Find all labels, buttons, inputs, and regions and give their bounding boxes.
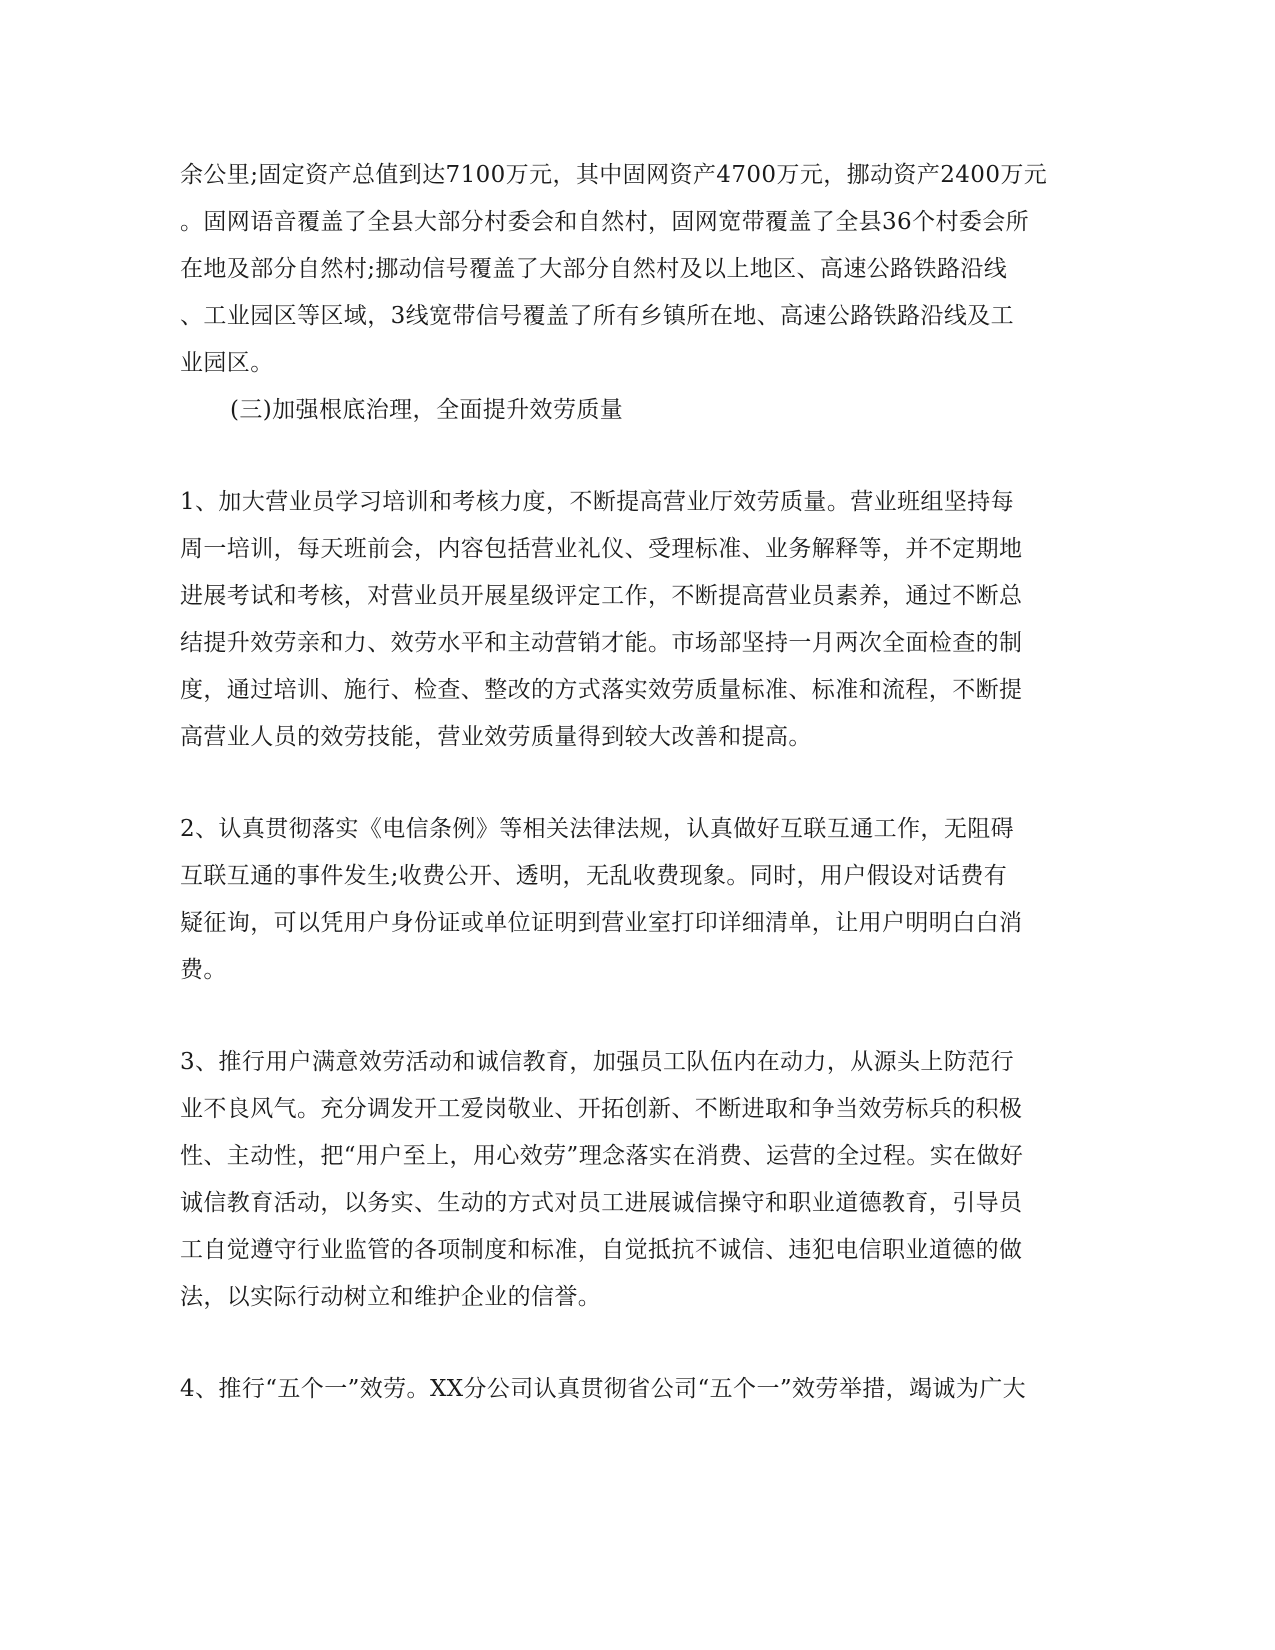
text-line: 3、推行用户满意效劳活动和诚信教育，加强员工队伍内在动力，从源头上防范行 — [180, 1049, 1015, 1075]
text-line: 性、主动性，把“用户至上，用心效劳”理念落实在消费、运营的全过程。实在做好 — [180, 1143, 1024, 1169]
text-line: 进展考试和考核，对营业员开展星级评定工作，不断提高营业员素养，通过不断总 — [180, 583, 1023, 609]
text-line: 业园区。 — [180, 350, 274, 376]
text-line: 余公里;固定资产总值到达7100万元，其中固网资产4700万元，挪动资产2400万元 — [180, 162, 1048, 188]
text-line: 4、推行“五个一”效劳。XX分公司认真贯彻省公司“五个一”效劳举措，竭诚为广大 — [180, 1376, 1027, 1402]
text-line: 在地及部分自然村;挪动信号覆盖了大部分自然村及以上地区、高速公路铁路沿线 — [180, 256, 1008, 282]
text-line: 高营业人员的效劳技能，营业效劳质量得到较大改善和提高。 — [180, 724, 812, 750]
text-line: 业不良风气。充分调发开工爱岗敬业、开拓创新、不断进取和争当效劳标兵的积极 — [180, 1096, 1023, 1122]
text-line: 2、认真贯彻落实《电信条例》等相关法律法规，认真做好互联互通工作，无阻碍 — [180, 816, 1015, 842]
text-line: 周一培训，每天班前会，内容包括营业礼仪、受理标准、业务解释等，并不定期地 — [180, 536, 1023, 562]
text-line: 。固网语音覆盖了全县大部分村委会和自然村，固网宽带覆盖了全县36个村委会所 — [180, 209, 1030, 235]
text-line: 工自觉遵守行业监管的各项制度和标准，自觉抵抗不诚信、违犯电信职业道德的做 — [180, 1237, 1023, 1263]
text-line: 互联互通的事件发生;收费公开、透明，无乱收费现象。同时，用户假设对话费有 — [180, 863, 1008, 889]
section-heading: (三)加强根底治理，全面提升效劳质量 — [230, 397, 624, 423]
text-line: 1、加大营业员学习培训和考核力度，不断提高营业厅效劳质量。营业班组坚持每 — [180, 489, 1015, 515]
text-line: 诚信教育活动，以务实、生动的方式对员工进展诚信操守和职业道德教育，引导员 — [180, 1190, 1023, 1216]
text-line: 度，通过培训、施行、检查、整改的方式落实效劳质量标准、标准和流程，不断提 — [180, 677, 1023, 703]
text-line: 费。 — [180, 957, 227, 983]
text-line: 法，以实际行动树立和维护企业的信誉。 — [180, 1284, 602, 1310]
text-line: 疑征询，可以凭用户身份证或单位证明到营业室打印详细清单，让用户明明白白消 — [180, 910, 1023, 936]
text-line: 结提升效劳亲和力、效劳水平和主动营销才能。市场部坚持一月两次全面检查的制 — [180, 630, 1023, 656]
text-line: 、工业园区等区域，3线宽带信号覆盖了所有乡镇所在地、高速公路铁路沿线及工 — [180, 303, 1015, 329]
